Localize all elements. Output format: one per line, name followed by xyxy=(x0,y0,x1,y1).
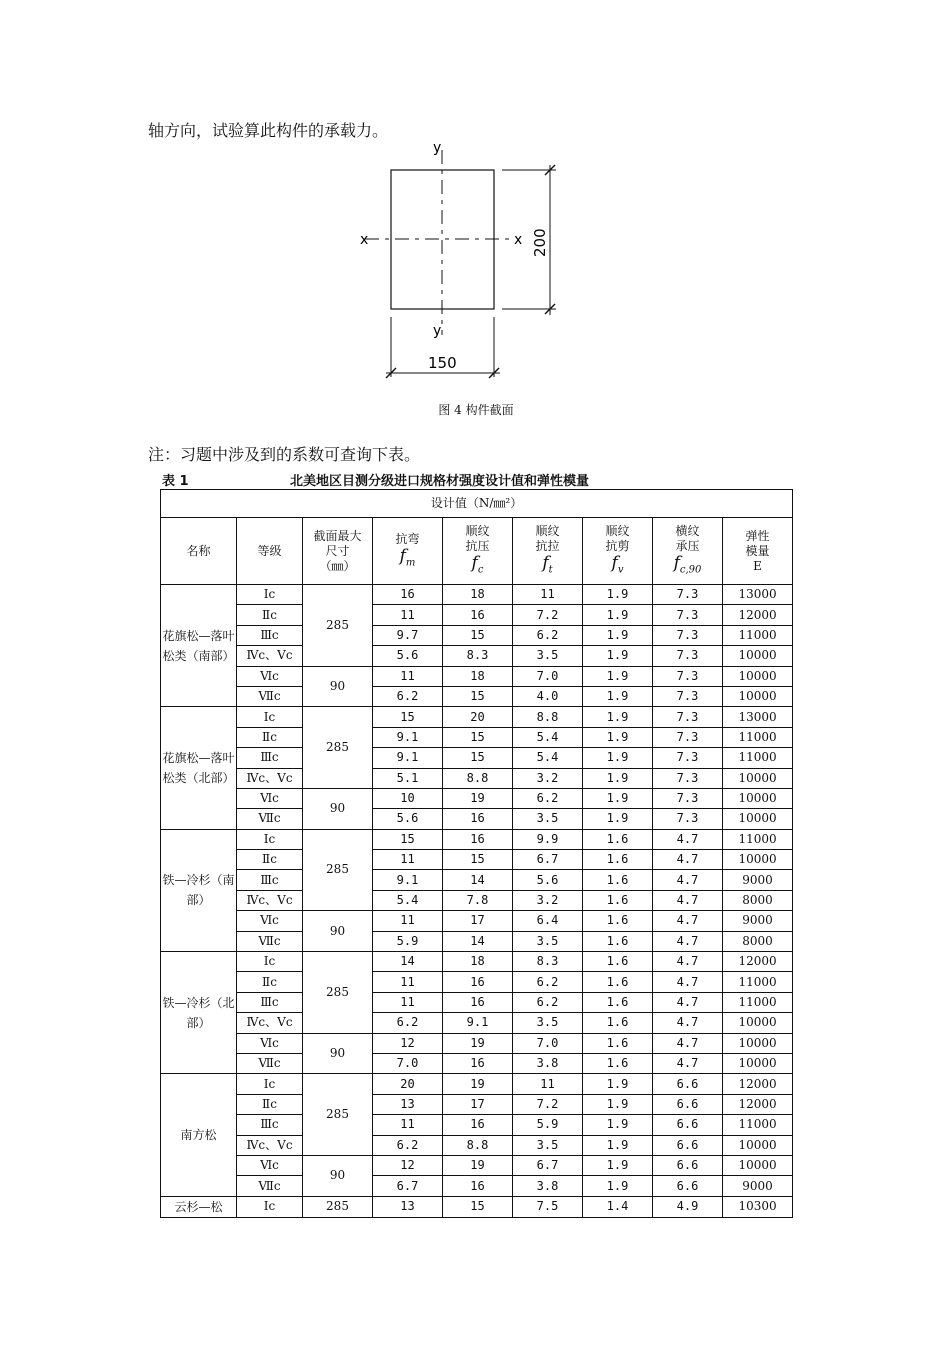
value-cell-fc: 15 xyxy=(443,748,513,768)
value-cell-ft: 6.4 xyxy=(513,911,583,931)
species-name: 铁—冷杉（南部） xyxy=(161,829,237,951)
value-cell-E: 11000 xyxy=(723,748,793,768)
value-cell-fm: 5.6 xyxy=(373,809,443,829)
grade-cell: Ⅶc xyxy=(237,1053,303,1073)
grade-cell: Ⅰc xyxy=(237,585,303,605)
value-cell-ft: 5.4 xyxy=(513,748,583,768)
value-cell-fv: 1.9 xyxy=(583,788,653,808)
value-cell-fv: 1.9 xyxy=(583,1176,653,1196)
value-cell-fv: 1.9 xyxy=(583,1155,653,1175)
table-row xyxy=(161,1155,793,1175)
value-cell-fv: 1.9 xyxy=(583,707,653,727)
value-cell-E: 10000 xyxy=(723,850,793,870)
value-cell-E: 10000 xyxy=(723,646,793,666)
table-row xyxy=(161,911,793,931)
value-cell-fc90: 7.3 xyxy=(653,748,723,768)
value-cell-E: 11000 xyxy=(723,972,793,992)
value-cell-fm: 5.1 xyxy=(373,768,443,788)
value-cell-ft: 11 xyxy=(513,1074,583,1094)
table-row xyxy=(161,666,793,686)
value-cell-fc: 16 xyxy=(443,829,513,849)
value-cell-fm: 6.2 xyxy=(373,686,443,706)
table-row xyxy=(161,1196,793,1217)
table-row xyxy=(161,931,793,951)
grade-cell: Ⅱc xyxy=(237,727,303,747)
grade-cell: Ⅶc xyxy=(237,686,303,706)
value-cell-fc: 16 xyxy=(443,1115,513,1135)
value-cell-fv: 1.6 xyxy=(583,952,653,972)
value-cell-fv: 1.9 xyxy=(583,686,653,706)
value-cell-fm: 9.1 xyxy=(373,870,443,890)
value-cell-fc: 16 xyxy=(443,972,513,992)
value-cell-fv: 1.4 xyxy=(583,1196,653,1217)
value-cell-ft: 6.7 xyxy=(513,1155,583,1175)
value-cell-fm: 11 xyxy=(373,605,443,625)
grade-cell: Ⅶc xyxy=(237,931,303,951)
value-cell-fv: 1.9 xyxy=(583,1135,653,1155)
grade-cell: Ⅵc xyxy=(237,788,303,808)
value-cell-fm: 11 xyxy=(373,1115,443,1135)
size-cell: 285 xyxy=(303,829,373,911)
value-cell-fv: 1.9 xyxy=(583,625,653,645)
value-cell-fm: 15 xyxy=(373,707,443,727)
value-cell-E: 10000 xyxy=(723,1053,793,1073)
grade-cell: Ⅳc、Ⅴc xyxy=(237,646,303,666)
grade-cell: Ⅱc xyxy=(237,972,303,992)
value-cell-E: 10000 xyxy=(723,1155,793,1175)
value-cell-fm: 5.9 xyxy=(373,931,443,951)
value-cell-ft: 7.0 xyxy=(513,1033,583,1053)
value-cell-fc90: 7.3 xyxy=(653,585,723,605)
value-cell-E: 12000 xyxy=(723,605,793,625)
table-label: 表 1 xyxy=(162,474,189,489)
value-cell-fc: 17 xyxy=(443,911,513,931)
value-cell-fm: 11 xyxy=(373,992,443,1012)
value-cell-E: 13000 xyxy=(723,585,793,605)
value-cell-ft: 6.2 xyxy=(513,972,583,992)
value-cell-ft: 3.5 xyxy=(513,931,583,951)
table-row xyxy=(161,992,793,1012)
value-cell-fc: 7.8 xyxy=(443,890,513,910)
value-cell-fc: 18 xyxy=(443,952,513,972)
grade-cell: Ⅱc xyxy=(237,1094,303,1114)
intro-text: 轴方向，试验算此构件的承载力。 xyxy=(148,121,389,140)
value-cell-fc: 8.8 xyxy=(443,768,513,788)
figure-caption: 图 4 构件截面 xyxy=(438,403,514,417)
species-name: 铁—冷杉（北部） xyxy=(161,952,237,1074)
grade-cell: Ⅳc、Ⅴc xyxy=(237,1135,303,1155)
height-dimension: 200 xyxy=(531,228,549,257)
grade-cell: Ⅰc xyxy=(237,1074,303,1094)
header-max-size: 截面最大 尺寸 （㎜） xyxy=(303,518,373,585)
table-row xyxy=(161,972,793,992)
value-cell-fm: 5.6 xyxy=(373,646,443,666)
value-cell-ft: 9.9 xyxy=(513,829,583,849)
value-cell-fc: 16 xyxy=(443,1053,513,1073)
table-row xyxy=(161,1115,793,1135)
value-cell-fc90: 7.3 xyxy=(653,727,723,747)
value-cell-fv: 1.6 xyxy=(583,850,653,870)
value-cell-fm: 11 xyxy=(373,666,443,686)
value-cell-fv: 1.9 xyxy=(583,585,653,605)
value-cell-fc: 15 xyxy=(443,1196,513,1217)
value-cell-ft: 5.9 xyxy=(513,1115,583,1135)
table-row xyxy=(161,707,793,727)
value-cell-fc: 16 xyxy=(443,1176,513,1196)
value-cell-fc90: 6.6 xyxy=(653,1094,723,1114)
value-cell-E: 10000 xyxy=(723,1135,793,1155)
grade-cell: Ⅳc、Ⅴc xyxy=(237,890,303,910)
value-cell-fm: 11 xyxy=(373,850,443,870)
grade-cell: Ⅵc xyxy=(237,1155,303,1175)
value-cell-fm: 20 xyxy=(373,1074,443,1094)
grade-cell: Ⅰc xyxy=(237,707,303,727)
value-cell-fc90: 4.7 xyxy=(653,952,723,972)
value-cell-fc90: 4.7 xyxy=(653,1033,723,1053)
grade-cell: Ⅳc、Ⅴc xyxy=(237,768,303,788)
table-row xyxy=(161,605,793,625)
width-dimension: 150 xyxy=(428,354,457,372)
header-fc90: 横纹 承压 $f_{c,90}$ xyxy=(653,518,723,585)
grade-cell: Ⅲc xyxy=(237,1115,303,1135)
value-cell-ft: 11 xyxy=(513,585,583,605)
value-cell-fv: 1.6 xyxy=(583,1033,653,1053)
value-cell-ft: 3.5 xyxy=(513,1013,583,1033)
value-cell-fc90: 4.7 xyxy=(653,972,723,992)
value-cell-ft: 3.2 xyxy=(513,890,583,910)
value-cell-fm: 10 xyxy=(373,788,443,808)
value-cell-fv: 1.9 xyxy=(583,605,653,625)
value-cell-fc: 19 xyxy=(443,1155,513,1175)
value-cell-fc90: 4.7 xyxy=(653,870,723,890)
table-row xyxy=(161,646,793,666)
value-cell-fm: 13 xyxy=(373,1196,443,1217)
header-name: 名称 xyxy=(161,518,237,585)
grade-cell: Ⅲc xyxy=(237,748,303,768)
table-row xyxy=(161,890,793,910)
table-row xyxy=(161,788,793,808)
value-cell-E: 10000 xyxy=(723,1013,793,1033)
grade-cell: Ⅵc xyxy=(237,911,303,931)
value-cell-fc: 20 xyxy=(443,707,513,727)
value-cell-fc: 19 xyxy=(443,788,513,808)
value-cell-fc90: 7.3 xyxy=(653,788,723,808)
value-cell-fv: 1.9 xyxy=(583,646,653,666)
value-cell-E: 10000 xyxy=(723,1033,793,1053)
value-cell-fc90: 4.7 xyxy=(653,1013,723,1033)
value-cell-E: 8000 xyxy=(723,931,793,951)
value-cell-fc: 8.8 xyxy=(443,1135,513,1155)
value-cell-fc: 16 xyxy=(443,992,513,1012)
value-cell-fv: 1.6 xyxy=(583,870,653,890)
value-cell-fc90: 7.3 xyxy=(653,605,723,625)
table-row xyxy=(161,1053,793,1073)
value-cell-fv: 1.9 xyxy=(583,1094,653,1114)
grade-cell: Ⅵc xyxy=(237,666,303,686)
grade-cell: Ⅲc xyxy=(237,870,303,890)
value-cell-fc: 15 xyxy=(443,625,513,645)
value-cell-fc90: 7.3 xyxy=(653,707,723,727)
value-cell-ft: 8.8 xyxy=(513,707,583,727)
value-cell-fc90: 4.7 xyxy=(653,992,723,1012)
table-row xyxy=(161,1033,793,1053)
value-cell-ft: 6.2 xyxy=(513,625,583,645)
value-cell-E: 9000 xyxy=(723,1176,793,1196)
value-cell-fc90: 4.7 xyxy=(653,829,723,849)
table-row xyxy=(161,952,793,972)
value-cell-fm: 15 xyxy=(373,829,443,849)
section-diagram xyxy=(340,135,580,390)
value-cell-fm: 12 xyxy=(373,1155,443,1175)
size-cell: 285 xyxy=(303,707,373,789)
size-cell: 90 xyxy=(303,1033,373,1074)
timber-strength-table xyxy=(160,489,793,1218)
value-cell-fc: 15 xyxy=(443,686,513,706)
value-cell-E: 8000 xyxy=(723,890,793,910)
value-cell-ft: 6.2 xyxy=(513,788,583,808)
value-cell-E: 11000 xyxy=(723,727,793,747)
value-cell-ft: 5.6 xyxy=(513,870,583,890)
grade-cell: Ⅵc xyxy=(237,1033,303,1053)
header-fc: 顺纹 抗压 $f_c$ xyxy=(443,518,513,585)
value-cell-fc: 18 xyxy=(443,666,513,686)
value-cell-fv: 1.6 xyxy=(583,911,653,931)
value-cell-ft: 5.4 xyxy=(513,727,583,747)
value-cell-E: 10000 xyxy=(723,686,793,706)
header-fm: 抗弯 $f_m$ xyxy=(373,518,443,585)
value-cell-E: 11000 xyxy=(723,1115,793,1135)
value-cell-fc90: 4.9 xyxy=(653,1196,723,1217)
y-label-bottom: y xyxy=(433,323,442,339)
size-cell: 90 xyxy=(303,911,373,952)
value-cell-ft: 7.0 xyxy=(513,666,583,686)
value-cell-E: 10000 xyxy=(723,768,793,788)
value-cell-fc: 14 xyxy=(443,870,513,890)
value-cell-fv: 1.9 xyxy=(583,809,653,829)
value-cell-fv: 1.6 xyxy=(583,992,653,1012)
value-cell-fm: 11 xyxy=(373,911,443,931)
value-cell-fc90: 7.3 xyxy=(653,686,723,706)
value-cell-fc90: 6.6 xyxy=(653,1155,723,1175)
size-cell: 90 xyxy=(303,666,373,707)
value-cell-ft: 7.2 xyxy=(513,1094,583,1114)
grade-cell: Ⅲc xyxy=(237,625,303,645)
value-cell-ft: 3.2 xyxy=(513,768,583,788)
x-label-right: x xyxy=(514,232,523,248)
size-cell: 285 xyxy=(303,1196,373,1217)
table-row xyxy=(161,585,793,605)
value-cell-fc: 14 xyxy=(443,931,513,951)
value-cell-fc90: 7.3 xyxy=(653,768,723,788)
table-row xyxy=(161,1013,793,1033)
header-fv: 顺纹 抗剪 $f_v$ xyxy=(583,518,653,585)
value-cell-ft: 3.5 xyxy=(513,646,583,666)
table-body xyxy=(161,585,793,1218)
species-name: 花旗松—落叶松类（北部） xyxy=(161,707,237,829)
value-cell-fv: 1.9 xyxy=(583,727,653,747)
grade-cell: Ⅰc xyxy=(237,1196,303,1217)
value-cell-fc: 15 xyxy=(443,850,513,870)
table-row xyxy=(161,870,793,890)
value-cell-fc90: 7.3 xyxy=(653,625,723,645)
grade-cell: Ⅰc xyxy=(237,952,303,972)
value-cell-fc90: 4.7 xyxy=(653,850,723,870)
table-row xyxy=(161,686,793,706)
table-title: 北美地区目测分级进口规格材强度设计值和弹性模量 xyxy=(290,474,590,489)
size-cell: 90 xyxy=(303,1155,373,1196)
value-cell-E: 10000 xyxy=(723,788,793,808)
table-row xyxy=(161,829,793,849)
value-cell-fm: 14 xyxy=(373,952,443,972)
value-cell-fc90: 7.3 xyxy=(653,666,723,686)
value-cell-fc90: 4.7 xyxy=(653,931,723,951)
value-cell-fm: 9.1 xyxy=(373,727,443,747)
value-cell-ft: 3.5 xyxy=(513,809,583,829)
value-cell-ft: 4.0 xyxy=(513,686,583,706)
value-cell-fc: 19 xyxy=(443,1074,513,1094)
value-cell-fv: 1.9 xyxy=(583,748,653,768)
value-cell-ft: 7.2 xyxy=(513,605,583,625)
value-cell-fm: 9.7 xyxy=(373,625,443,645)
grade-cell: Ⅱc xyxy=(237,605,303,625)
value-cell-fv: 1.9 xyxy=(583,768,653,788)
value-cell-fm: 9.1 xyxy=(373,748,443,768)
value-cell-E: 10000 xyxy=(723,809,793,829)
size-cell: 285 xyxy=(303,1074,373,1156)
grade-cell: Ⅲc xyxy=(237,992,303,1012)
design-value-header: 设计值（N/㎜²） xyxy=(161,490,793,518)
value-cell-fc: 16 xyxy=(443,605,513,625)
size-cell: 285 xyxy=(303,952,373,1034)
size-cell: 90 xyxy=(303,788,373,829)
table-row xyxy=(161,809,793,829)
value-cell-fm: 16 xyxy=(373,585,443,605)
table-row xyxy=(161,625,793,645)
value-cell-ft: 3.8 xyxy=(513,1053,583,1073)
value-cell-fc90: 4.7 xyxy=(653,1053,723,1073)
table-row xyxy=(161,1094,793,1114)
value-cell-fv: 1.6 xyxy=(583,931,653,951)
value-cell-E: 9000 xyxy=(723,911,793,931)
value-cell-fc90: 7.3 xyxy=(653,809,723,829)
table-row xyxy=(161,748,793,768)
value-cell-ft: 6.7 xyxy=(513,850,583,870)
value-cell-fc: 16 xyxy=(443,809,513,829)
size-cell: 285 xyxy=(303,585,373,667)
value-cell-E: 10000 xyxy=(723,666,793,686)
value-cell-fc: 15 xyxy=(443,727,513,747)
value-cell-fc90: 6.6 xyxy=(653,1135,723,1155)
table-row xyxy=(161,1176,793,1196)
value-cell-fm: 12 xyxy=(373,1033,443,1053)
value-cell-fv: 1.6 xyxy=(583,829,653,849)
value-cell-fv: 1.6 xyxy=(583,1053,653,1073)
value-cell-E: 13000 xyxy=(723,707,793,727)
value-cell-fc90: 4.7 xyxy=(653,911,723,931)
value-cell-fv: 1.6 xyxy=(583,1013,653,1033)
header-grade: 等级 xyxy=(237,518,303,585)
table-row xyxy=(161,768,793,788)
value-cell-fm: 13 xyxy=(373,1094,443,1114)
value-cell-E: 11000 xyxy=(723,992,793,1012)
value-cell-ft: 7.5 xyxy=(513,1196,583,1217)
species-name: 南方松 xyxy=(161,1074,237,1196)
value-cell-ft: 6.2 xyxy=(513,992,583,1012)
value-cell-E: 11000 xyxy=(723,625,793,645)
note-text: 注：习题中涉及到的系数可查询下表。 xyxy=(148,445,421,464)
table-row xyxy=(161,1135,793,1155)
value-cell-fc: 18 xyxy=(443,585,513,605)
value-cell-fv: 1.9 xyxy=(583,666,653,686)
table-row xyxy=(161,727,793,747)
value-cell-fc90: 6.6 xyxy=(653,1074,723,1094)
value-cell-fm: 6.2 xyxy=(373,1013,443,1033)
grade-cell: Ⅶc xyxy=(237,809,303,829)
species-name: 花旗松—落叶松类（南部） xyxy=(161,585,237,707)
value-cell-fm: 7.0 xyxy=(373,1053,443,1073)
value-cell-fc: 9.1 xyxy=(443,1013,513,1033)
value-cell-fc: 17 xyxy=(443,1094,513,1114)
value-cell-fv: 1.6 xyxy=(583,972,653,992)
value-cell-fv: 1.9 xyxy=(583,1074,653,1094)
value-cell-fc90: 7.3 xyxy=(653,646,723,666)
value-cell-fc90: 4.7 xyxy=(653,890,723,910)
grade-cell: Ⅳc、Ⅴc xyxy=(237,1013,303,1033)
value-cell-fv: 1.9 xyxy=(583,1115,653,1135)
value-cell-E: 10300 xyxy=(723,1196,793,1217)
value-cell-fv: 1.6 xyxy=(583,890,653,910)
species-name: 云杉—松 xyxy=(161,1196,237,1217)
value-cell-E: 9000 xyxy=(723,870,793,890)
value-cell-fm: 6.2 xyxy=(373,1135,443,1155)
value-cell-fc: 8.3 xyxy=(443,646,513,666)
header-modulus: 弹性 模量 E xyxy=(723,518,793,585)
grade-cell: Ⅶc xyxy=(237,1176,303,1196)
value-cell-E: 12000 xyxy=(723,1094,793,1114)
value-cell-E: 12000 xyxy=(723,1074,793,1094)
table-row xyxy=(161,850,793,870)
table-row xyxy=(161,1074,793,1094)
value-cell-ft: 3.5 xyxy=(513,1135,583,1155)
header-ft: 顺纹 抗拉 $f_t$ xyxy=(513,518,583,585)
value-cell-ft: 8.3 xyxy=(513,952,583,972)
grade-cell: Ⅱc xyxy=(237,850,303,870)
value-cell-fm: 6.7 xyxy=(373,1176,443,1196)
value-cell-fc: 19 xyxy=(443,1033,513,1053)
grade-cell: Ⅰc xyxy=(237,829,303,849)
value-cell-fm: 5.4 xyxy=(373,890,443,910)
value-cell-E: 12000 xyxy=(723,952,793,972)
value-cell-ft: 3.8 xyxy=(513,1176,583,1196)
y-label-top: y xyxy=(433,140,442,156)
value-cell-fc90: 6.6 xyxy=(653,1115,723,1135)
value-cell-fc90: 6.6 xyxy=(653,1176,723,1196)
value-cell-E: 11000 xyxy=(723,829,793,849)
value-cell-fm: 11 xyxy=(373,972,443,992)
x-label-left: x xyxy=(360,232,369,248)
